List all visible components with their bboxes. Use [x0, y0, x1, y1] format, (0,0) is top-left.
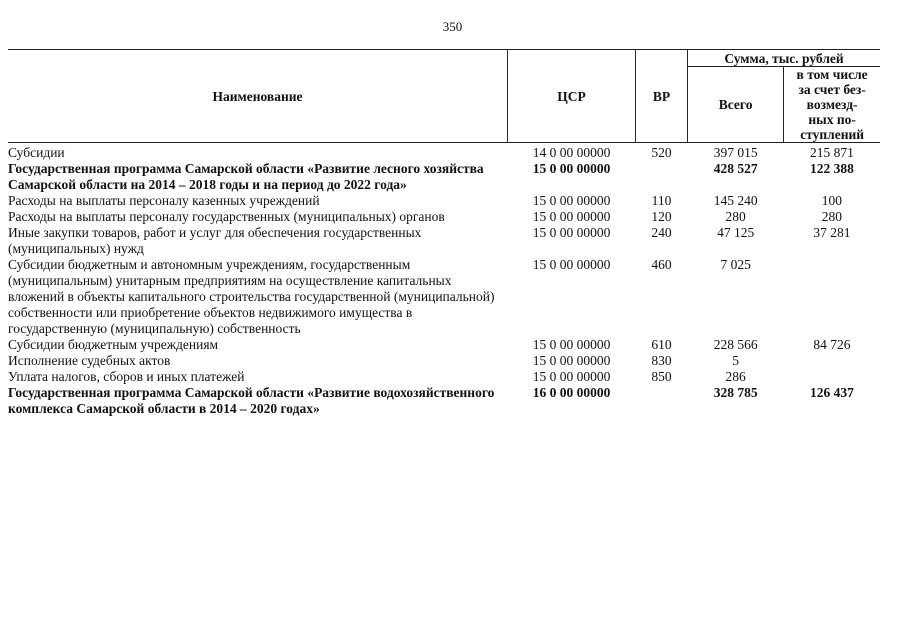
- row-vr: 610: [651, 337, 672, 352]
- row-csr: 15 0 00 00000: [532, 353, 611, 368]
- header-sum: Сумма, тыс. рублей: [688, 50, 881, 67]
- row-name: Субсидии: [8, 145, 65, 160]
- row-csr: 15 0 00 00000: [532, 257, 611, 272]
- row-csr: 16 0 00 00000: [532, 385, 611, 400]
- budget-table: [8, 49, 880, 417]
- row-incl: 215 871: [809, 145, 854, 160]
- row-name: Исполнение судебных актов: [8, 353, 171, 368]
- header-incl-line: в том числе: [796, 67, 868, 82]
- row-total: 7 025: [720, 257, 751, 272]
- header-incl-line: возмезд-: [806, 97, 858, 112]
- table-row: [8, 209, 880, 225]
- header-incl: [784, 67, 880, 143]
- row-name: Расходы на выплаты персоналу государственных (муниципальных) органов: [8, 209, 445, 224]
- row-total: 5: [732, 353, 739, 368]
- row-total: 286: [725, 369, 746, 384]
- header-incl-line: ступлений: [800, 127, 865, 142]
- table-header: [8, 50, 880, 143]
- row-name: Расходы на выплаты персоналу казенных учреждений: [8, 193, 320, 208]
- row-total: 145 240: [713, 193, 758, 208]
- table-row: [8, 161, 880, 193]
- row-incl: 280: [821, 209, 842, 224]
- row-incl: 100: [821, 193, 842, 208]
- row-name: Уплата налогов, сборов и иных платежей: [8, 369, 245, 384]
- row-name: Иные закупки товаров, работ и услуг для обеспечения государственных (муниципальных) нужд: [8, 225, 422, 256]
- row-vr: 520: [651, 145, 672, 160]
- row-incl: 84 726: [813, 337, 851, 352]
- row-vr: 120: [651, 209, 672, 224]
- row-vr: 850: [651, 369, 672, 384]
- row-csr: 14 0 00 00000: [532, 145, 611, 160]
- row-total: 428 527: [713, 161, 758, 176]
- row-total: 397 015: [713, 145, 758, 160]
- row-total: 47 125: [717, 225, 755, 240]
- table-row: [8, 385, 880, 417]
- header-vr: ВР: [636, 50, 688, 143]
- table-row: [8, 353, 880, 369]
- row-name: Субсидии бюджетным и автономным учреждениям, государственным (муниципальным) унитарным предприятиям на осуществление капитальных вложений в объекты капитального строительства государственной (муниципальной) собственности или приобретение объектов недвижимого имущества в государственную (муниципальную) собственность: [8, 257, 495, 336]
- row-csr: 15 0 00 00000: [532, 225, 611, 240]
- row-total: 328 785: [713, 385, 758, 400]
- row-vr: 460: [651, 257, 672, 272]
- table-row: [8, 143, 880, 162]
- page-number: 350: [442, 19, 463, 34]
- header-total: Всего: [688, 67, 784, 143]
- header-incl-line: за счет без-: [798, 82, 866, 97]
- row-incl: [784, 353, 880, 369]
- header-csr: ЦСР: [508, 50, 636, 143]
- row-incl: [784, 369, 880, 385]
- row-incl: [784, 257, 880, 337]
- table-row: [8, 193, 880, 209]
- row-csr: 15 0 00 00000: [532, 337, 611, 352]
- table-body: [8, 143, 880, 418]
- row-vr: [636, 385, 688, 417]
- table-row: [8, 225, 880, 257]
- row-incl: 126 437: [809, 385, 854, 400]
- row-csr: 15 0 00 00000: [532, 209, 611, 224]
- table-row: [8, 337, 880, 353]
- row-incl: 122 388: [809, 161, 854, 176]
- row-csr: 15 0 00 00000: [532, 369, 611, 384]
- row-csr: 15 0 00 00000: [532, 193, 611, 208]
- row-total: 228 566: [713, 337, 758, 352]
- row-incl: 37 281: [813, 225, 851, 240]
- row-name: Государственная программа Самарской области «Развитие лесного хозяйства Самарской области на 2014 – 2018 годы и на период до 2022 года»: [8, 161, 484, 192]
- row-vr: [636, 161, 688, 193]
- row-csr: 15 0 00 00000: [532, 161, 611, 176]
- header-name: Наименование: [8, 50, 508, 143]
- row-name: Субсидии бюджетным учреждениям: [8, 337, 219, 352]
- row-vr: 110: [651, 193, 672, 208]
- header-incl-line: ных по-: [808, 112, 856, 127]
- row-vr: 830: [651, 353, 672, 368]
- table-row: [8, 257, 880, 337]
- row-total: 280: [725, 209, 746, 224]
- row-vr: 240: [651, 225, 672, 240]
- row-name: Государственная программа Самарской области «Развитие водохозяйственного комплекса Самарской области в 2014 – 2020 годах»: [8, 385, 495, 416]
- table-row: [8, 369, 880, 385]
